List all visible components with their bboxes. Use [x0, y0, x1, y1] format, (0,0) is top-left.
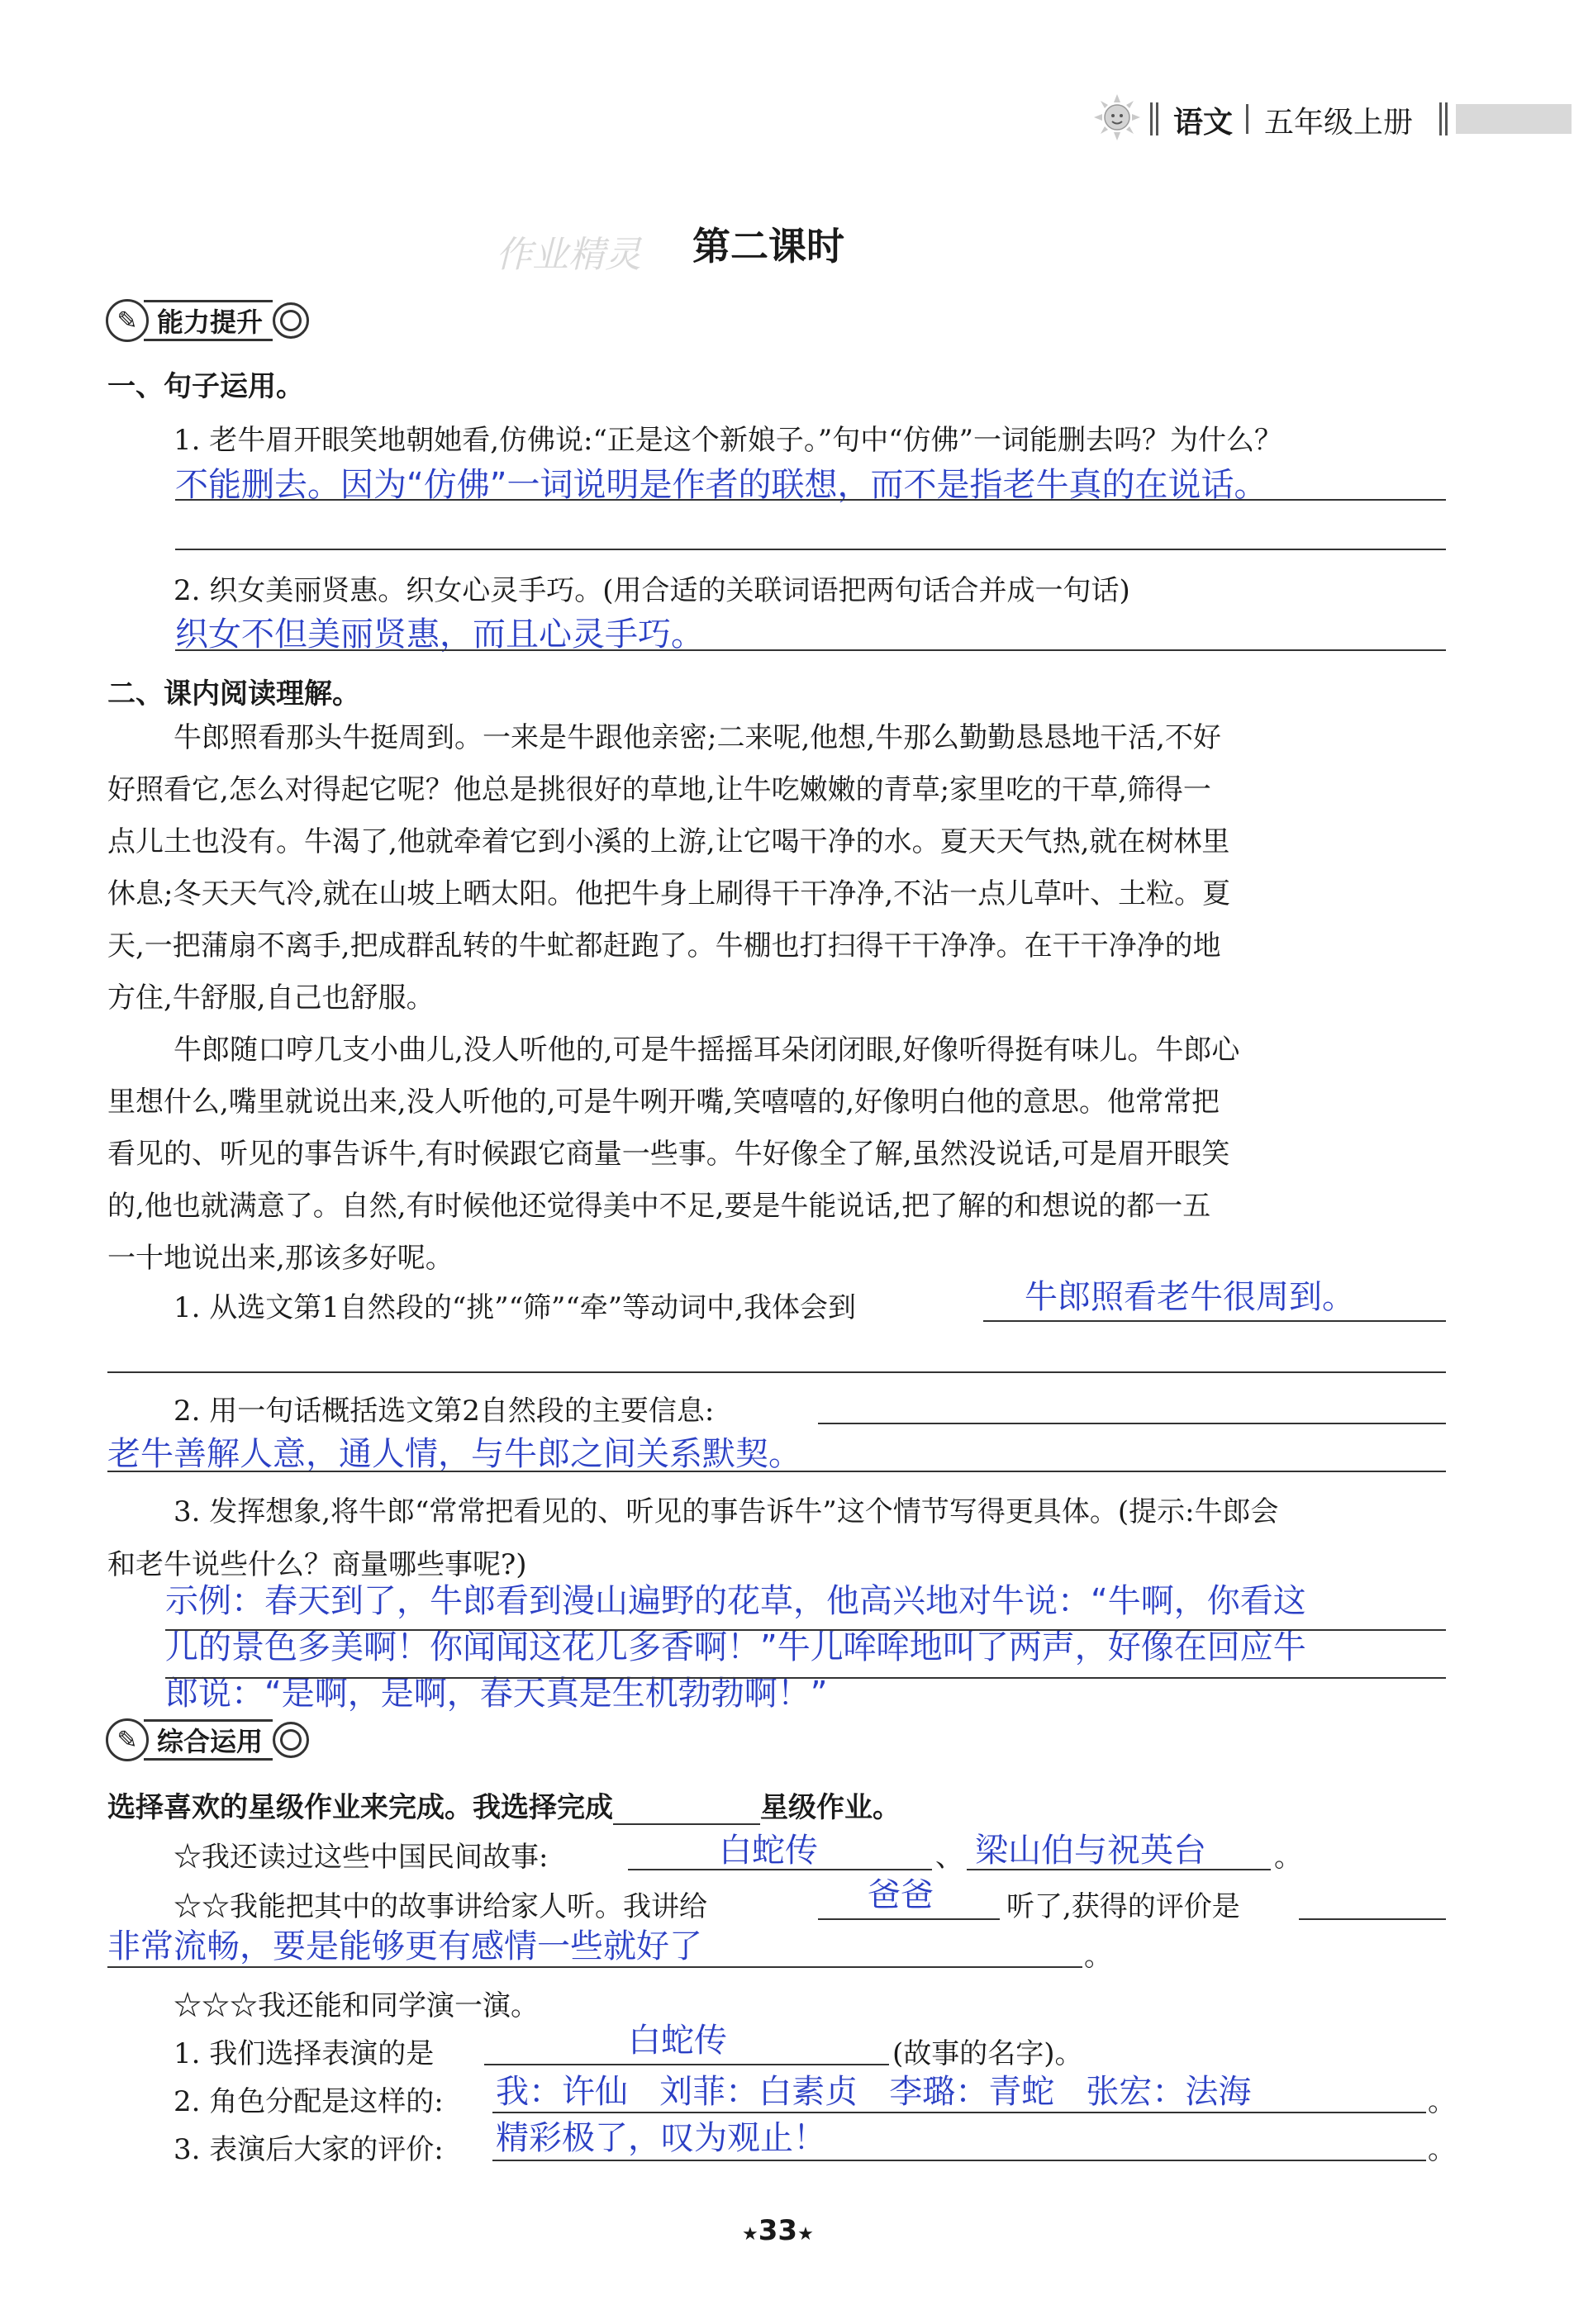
star3-answer-2: 我：许仙 刘菲：白素贞 李璐：青蛇 张宏：法海 [496, 2073, 1252, 2111]
star1-sep: 、 [935, 1841, 963, 1874]
star3-heading: ☆☆☆我还能和同学演一演。 [174, 1989, 539, 2022]
part2-q3-line2: 和老牛说些什么？商量哪些事呢?) [107, 1548, 527, 1581]
part1-q2: 2. 织女美丽贤惠。织女心灵手巧。(用合适的关联词语把两句话合并成一句话) [174, 574, 1130, 607]
answer-line [165, 1677, 1446, 1679]
answer-line [107, 1471, 1446, 1472]
pencil-icon: ✎ [106, 299, 149, 342]
answer-line [175, 649, 1446, 651]
star3-q2: 2. 角色分配是这样的: [174, 2085, 444, 2118]
badge-integrated: ✎ 综合运用 [106, 1718, 309, 1761]
watermark: 作业精灵 [496, 234, 641, 276]
star3-q3: 3. 表演后大家的评价: [174, 2133, 444, 2166]
answer-line [175, 549, 1446, 550]
answer-line [818, 1918, 1000, 1920]
answer-line [107, 1371, 1446, 1373]
star1-answer-2: 梁山伯与祝英台 [975, 1832, 1206, 1870]
answer-line-text: 郎说：“是啊，是啊，春天真是生机勃勃啊！” [165, 1675, 828, 1713]
page-number: ★33★ [742, 2214, 814, 2247]
part2-a2: 老牛善解人意，通人情，与牛郎之间关系默契。 [107, 1435, 801, 1473]
star1-prefix: ☆我还读过这些中国民间故事: [174, 1841, 549, 1874]
star2-prefix: ☆☆我能把其中的故事讲给家人听。我讲给 [174, 1890, 707, 1923]
star1-answer-1: 白蛇传 [719, 1832, 818, 1870]
star3-answer-1: 白蛇传 [628, 2022, 727, 2060]
answer-line [1299, 1918, 1446, 1920]
section2-intro: 选择喜欢的星级作业来完成。我选择完成 星级作业。 [107, 1791, 901, 1824]
star2-answer-1: 爸爸 [868, 1876, 934, 1914]
star3-q1: 1. 我们选择表演的是 [174, 2037, 435, 2070]
star1-end: 。 [1274, 1841, 1302, 1874]
spiral-icon [273, 1722, 309, 1758]
text-line: 休息;冬天天气冷,就在山坡上晒太阳。他把牛身上刷得干干净净,不沾一点儿草叶、土粒。夏 [107, 877, 1231, 910]
text-line: 里想什么,嘴里就说出来,没人听他的,可是牛咧开嘴,笑嘻嘻的,好像明白他的意思。他常常把 [107, 1086, 1220, 1119]
header-bar [1456, 104, 1572, 134]
star3-q3-end: 。 [1428, 2133, 1456, 2166]
text-line: 方住,牛舒服,自己也舒服。 [107, 981, 435, 1015]
answer-line [967, 1869, 1271, 1870]
header-subject: 语文 [1173, 106, 1234, 140]
text-line: 点儿土也没有。牛渴了,他就牵着它到小溪的上游,让它喝干净的水。夏天天气热,就在树林里 [107, 825, 1230, 858]
answer-line [983, 1320, 1446, 1322]
part2-a3 [165, 1578, 1306, 1717]
answer-line [165, 1629, 1446, 1631]
part1-a2: 织女不但美丽贤惠，而且心灵手巧。 [175, 615, 704, 653]
star3-q2-end: 。 [1428, 2085, 1456, 2118]
part1-q1: 1. 老牛眉开眼笑地朝她看,仿佛说:“正是这个新娘子。”句中“仿佛”一词能删去吗？为什么？ [174, 424, 1283, 457]
text-line: 的,他也就满意了。自然,有时候他还觉得美中不足,要是牛能说话,把了解的和想说的都一五 [107, 1190, 1211, 1223]
sun-icon [1091, 91, 1144, 144]
part1-heading: 一、句子运用。 [107, 370, 304, 403]
text-line: 牛郎随口哼几支小曲儿,没人听他的,可是牛摇摇耳朵闭闭眼,好像听得挺有味儿。牛郎心 [174, 1034, 1240, 1067]
badge-ability: ✎ 能力提升 [106, 299, 309, 342]
star2-answer-2: 非常流畅，要是能够更有感情一些就好了 [107, 1927, 702, 1965]
reading-paragraph-1 [107, 712, 1462, 1285]
part2-q3-line1: 3. 发挥想象,将牛郎“常常把看见的、听见的事告诉牛”这个情节写得更具体。(提示:牛郎会 [174, 1495, 1279, 1528]
answer-line-text: 儿的景色多美啊！你闻闻这花儿多香啊！”牛儿哞哞地叫了两声，好像在回应牛 [165, 1628, 1306, 1666]
part1-a1: 不能删去。因为“仿佛”一词说明是作者的联想，而不是指老牛真的在说话。 [175, 466, 1267, 504]
text-line: 看见的、听见的事告诉牛,有时候跟它商量一些事。牛好像全了解,虽然没说话,可是眉开眼笑 [107, 1138, 1230, 1171]
page-title: 第二课时 [692, 224, 844, 269]
star3-q1-end: (故事的名字)。 [892, 2037, 1083, 2070]
text-line: 牛郎照看那头牛挺周到。一来是牛跟他亲密;二来呢,他想,牛那么勤勤恳恳地干活,不好 [174, 721, 1221, 754]
text-line: 一十地说出来,那该多好呢。 [107, 1242, 454, 1275]
star2-end: 。 [1084, 1940, 1112, 1973]
part2-q1: 1. 从选文第1自然段的“挑”“筛”“牵”等动词中,我体会到 [174, 1291, 856, 1324]
answer-line-text: 示例：春天到了，牛郎看到漫山遍野的花草，他高兴地对牛说：“牛啊，你看这 [165, 1582, 1306, 1620]
text-line: 天,一把蒲扇不离手,把成群乱转的牛虻都赶跑了。牛棚也打扫得干干净净。在干干净净的地 [107, 929, 1221, 962]
star3-answer-3: 精彩极了，叹为观止！ [496, 2119, 826, 2157]
text-line: 好照看它,怎么对得起它呢？他总是挑很好的草地,让牛吃嫩嫩的青草;家里吃的干草,筛得一 [107, 773, 1211, 806]
part2-q2: 2. 用一句话概括选文第2自然段的主要信息: [174, 1395, 715, 1428]
spiral-icon [273, 302, 309, 339]
answer-line [107, 1966, 1082, 1968]
answer-line [492, 2160, 1426, 2161]
part2-heading: 二、课内阅读理解。 [107, 677, 360, 711]
star2-mid: 听了,获得的评价是 [1006, 1890, 1240, 1923]
answer-line [175, 499, 1446, 501]
header-grade: 五年级上册 [1264, 106, 1414, 140]
answer-line [818, 1423, 1446, 1424]
pencil-icon: ✎ [106, 1718, 149, 1761]
part2-a1: 牛郎照看老牛很周到。 [1025, 1278, 1355, 1316]
